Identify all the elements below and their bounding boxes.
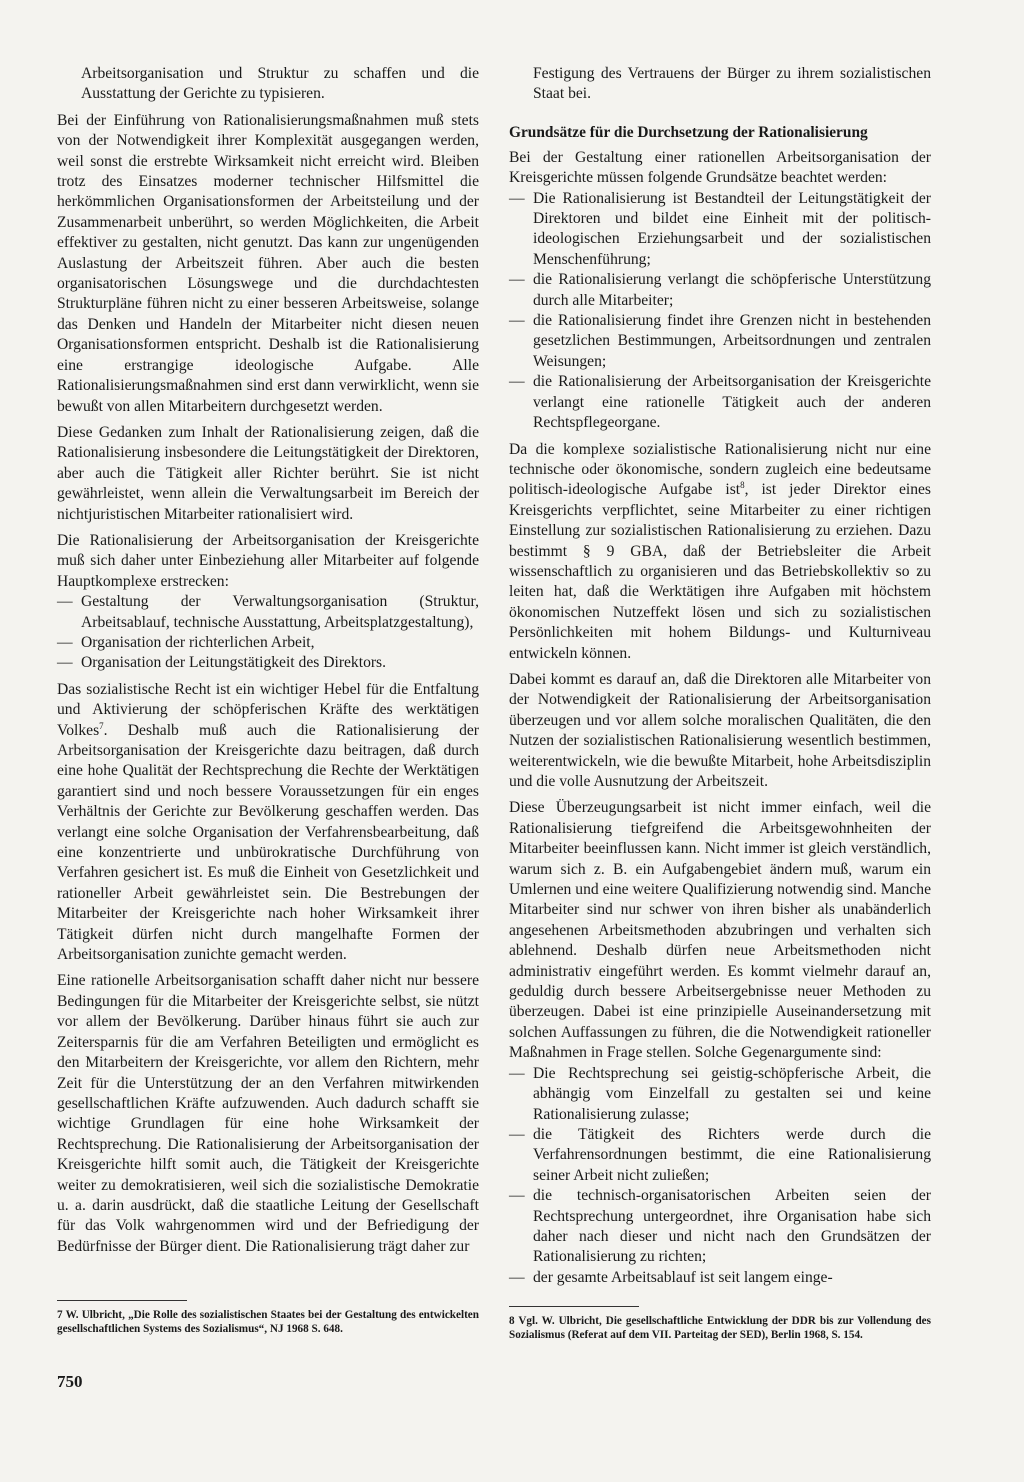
paragraph: Diese Gedanken zum Inhalt der Rationalisierung zeigen, daß die Rationalisierung insbesondere die Leitungstätigkeit der Direktoren, aber auch die Tätigkeit aller Richter berührt. Sie ist nicht gewährleistet, wenn allein die Verwaltungsarbeit im Bereich der nichtjuristischen Mitarbeiter rationalisiert wird. <box>57 423 479 523</box>
paragraph: Bei der Einführung von Rationalisierungsmaßnahmen muß stets von der Notwendigkeit ihrer Komplexität ausgegangen werden, weil sonst die erstrebte Wirksamkeit nicht erreicht wird. Bleiben trotz des Einsatzes moderner technischer Hilfsmittel die herkömmlichen Organisationsformen der Arbeitsteilung und der Zusammenarbeit unberührt, so werden Möglichkeiten, die Arbeit effektiver zu gestalten, nicht genutzt. Das kann zur ungenügenden Auslastung der Arbeitszeit führen. Aber auch die besten organisatorischen Lösungswege und die durchdachtesten Strukturpläne führen nicht zu einer besseren Arbeitsweise, solange das Denken und Handeln der Mitarbeiter nicht diesen neuen Organisationsformen entspricht. Deshalb ist die Rationalisierung eine erstrangige ideologische Aufgabe. Alle Rationalisierungsmaßnahmen sind erst dann verwirklicht, wenn sie bewußt von allen Mitarbeitern durchgesetzt werden. <box>57 111 479 415</box>
paragraph-text: Da die komplexe sozialistische Rationalisierung nicht nur eine technische oder ökonomische, sondern zugleich eine bedeutsame politisch-ideologische Aufgabe ist <box>509 440 931 499</box>
paragraph <box>57 680 479 966</box>
list-item: — Organisation der richterlichen Arbeit, <box>57 633 479 653</box>
footnote-7: 7 W. Ulbricht, „Die Rolle des sozialistischen Staates bei der Gestaltung des entwickelten gesellschaftlichen Systems des Sozialismus“, NJ 1968 S. 648. <box>57 1309 479 1335</box>
list-item: — die Rationalisierung der Arbeitsorganisation der Kreisgerichte verlangt eine rationelle Tätigkeit auch der anderen Rechtspflegeorgane. <box>509 372 931 433</box>
footnote-rule <box>509 1306 639 1307</box>
section-heading: Grundsätze für die Durchsetzung der Rationalisierung <box>509 123 868 141</box>
list <box>509 189 931 434</box>
footnote-ref-7: 7 <box>99 720 104 731</box>
list-item: — der gesamte Arbeitsablauf ist seit langem einge- <box>509 1268 931 1288</box>
list <box>57 592 479 674</box>
right-column <box>509 64 931 1288</box>
footnote-8: 8 Vgl. W. Ulbricht, Die gesellschaftliche Entwicklung der DDR bis zur Vollendung des Sozialismus (Referat auf dem VII. Parteitag der SED), Berlin 1968, S. 154. <box>509 1315 931 1341</box>
footnote-ref-8: 8 <box>740 480 745 491</box>
paragraph: Bei der Gestaltung einer rationellen Arbeitsorganisation der Kreisgerichte müssen folgende Grundsätze beachtet werden: <box>509 148 931 187</box>
paragraph-text: , ist jeder Direktor eines Kreisgerichts verpflichtet, seine Mitarbeiter zu einer richtigen Einstellung zur sozialistischen Rationalisierung zu erziehen. Dazu bestimmt § 9 GBA, daß der Betriebsleiter die Arbeit wissenschaftlich zu organisieren und das Betriebskollektiv so zu leiten hat, daß die Werktätigen ihre Aufgaben mit höchstem ökonomischen Nutzeffekt lösen und sich zu sozialistischen Persönlichkeiten mit hohem Bildungs- und Kulturniveau entwickeln können. <box>509 481 932 662</box>
paragraph: Eine rationelle Arbeitsorganisation schafft daher nicht nur bessere Bedingungen für die Mitarbeiter der Kreisgerichte selbst, sie nützt vor allem der Bevölkerung. Darüber hinaus führt sie auch zur Zeitersparnis für die am Verfahren Beteiligten und ermöglicht es den Mitarbeitern der Kreisgerichte, vor allem den Richtern, mehr Zeit für die Unterstützung der an den Verfahren mitwirkenden gesellschaftlichen Kräfte aufzuwenden. Auch dadurch schafft sie wichtige Grundlagen für eine hohe Wirksamkeit der Rechtsprechung. Die Rationalisierung der Arbeitsorganisation der Kreisgerichte hilft somit auch, die Tätigkeit der Kreisgerichte weiter zu demokratisieren, weil sich die sozialistische Demokratie u. a. darin ausdrückt, daß die staatliche Leitung der Gesellschaft für das Volk wahrgenommen wird und der Befriedigung der Bedürfnisse der Bürger dient. Die Rationalisierung trägt daher zur <box>57 972 479 1255</box>
list-item: — die Tätigkeit des Richters werde durch die Verfahrensordnungen bestimmt, die eine Rationalisierung seiner Arbeit nicht zuließen; <box>509 1125 931 1186</box>
left-column <box>57 64 479 1257</box>
list-item: — die Rationalisierung findet ihre Grenzen nicht in bestehenden gesetzlichen Bestimmungen, Arbeitsordnungen und zentralen Weisungen; <box>509 311 931 372</box>
page-number: 750 <box>57 1372 83 1391</box>
list-item: — Die Rechtsprechung sei geistig-schöpferische Arbeit, die abhängig vom Einzelfall zu gestalten sei und keine Rationalisierung zulasse; <box>509 1064 931 1125</box>
list-item: — Organisation der Leitungstätigkeit des Direktors. <box>57 653 479 673</box>
paragraph: Diese Überzeugungsarbeit ist nicht immer einfach, weil die Rationalisierung tiefgreifend die Arbeitsgewohnheiten der Mitarbeiter beeinflussen kann. Nicht immer ist gleich verständlich, warum sich z. B. ein Aufgabengebiet ändern muß, warum ein Umlernen und eine weitere Qualifizierung notwendig sind. Manche Mitarbeiter sind nur schwer von ihren bisher als unabänderlich angesehenen Arbeitsmethoden abzubringen und verhalten sich ablehnend. Deshalb dürfen neue Arbeitsmethoden nicht administrativ eingeführt werden. Es kommt vielmehr darauf an, geduldig durch bessere Arbeitsergebnisse neuer Methoden zu überzeugen. Dabei ist eine prinzipielle Auseinandersetzung mit solchen Auffassungen zu führen, die die Notwendigkeit rationeller Maßnahmen in Frage stellen. Solche Gegenargumente sind: <box>509 799 931 1062</box>
paragraph <box>509 440 931 664</box>
paragraph: Die Rationalisierung der Arbeitsorganisation der Kreisgerichte muß sich daher unter Einbeziehung aller Mitarbeiter auf folgende Hauptkomplexe erstrecken: <box>57 531 479 590</box>
list-item: — Gestaltung der Verwaltungsorganisation (Struktur, Arbeitsablauf, technische Ausstattung, Arbeitsplatzgestaltung), <box>57 592 479 633</box>
paragraph: Arbeitsorganisation und Struktur zu schaffen und die Ausstattung der Gerichte zu typisieren. <box>81 65 479 103</box>
paragraph: Festigung des Vertrauens der Bürger zu ihrem sozialistischen Staat bei. <box>533 65 931 103</box>
list <box>509 1064 931 1288</box>
list-item: — Die Rationalisierung ist Bestandteil der Leitungstätigkeit der Direktoren und bildet eine Einheit mit der politisch-ideologischen Erziehungsarbeit und der sozialistischen Menschenführung; <box>509 189 931 271</box>
list-item: — die technisch-organisatorischen Arbeiten seien der Rechtsprechung untergeordnet, ihre Organisation habe sich daher nach dieser und nicht nach den Grundsätzen der Rationalisierung zu richten; <box>509 1186 931 1268</box>
list-item: — die Rationalisierung verlangt die schöpferische Unterstützung durch alle Mitarbeiter; <box>509 270 931 311</box>
footnote-rule <box>57 1300 187 1301</box>
paragraph: Dabei kommt es darauf an, daß die Direktoren alle Mitarbeiter von der Notwendigkeit der Rationalisierung der Arbeitsorganisation überzeugen und vor allem solche moralischen Qualitäten, die den Nutzen der sozialistischen Rationalisierung wesentlich bestimmen, weiterentwickeln, wie die bewußte Mitarbeit, hohe Arbeitsdisziplin und die volle Ausnutzung der Arbeitszeit. <box>509 670 931 790</box>
paragraph-text: . Deshalb muß auch die Rationalisierung der Arbeitsorganisation der Kreisgerichte dazu beitragen, daß durch eine hohe Qualität der Rechtsprechung die Rechte der Werktätigen garantiert sind und noch bessere Voraussetzungen für ein enges Verhältnis der Gerichte zur Bevölkerung geschaffen werden. Das verlangt eine solche Organisation der Verfahrensbearbeitung, daß eine konzentrierte und unbürokratische Durchführung von Verfahren gesichert ist. Es muß die Einheit von Gesetzlichkeit und rationeller Arbeit gewährleistet sein. Die Bestrebungen der Mitarbeiter der Kreisgerichte nach hoher Wirksamkeit ihrer Tätigkeit dürfen nicht durch mangelhafte Formen der Arbeitsorganisation zunichte gemacht werden. <box>57 721 479 964</box>
paragraph-text: Das sozialistische Recht ist ein wichtiger Hebel für die Entfaltung und Aktivierung der schöpferischen Kräfte des werktätigen Volkes <box>57 680 479 739</box>
